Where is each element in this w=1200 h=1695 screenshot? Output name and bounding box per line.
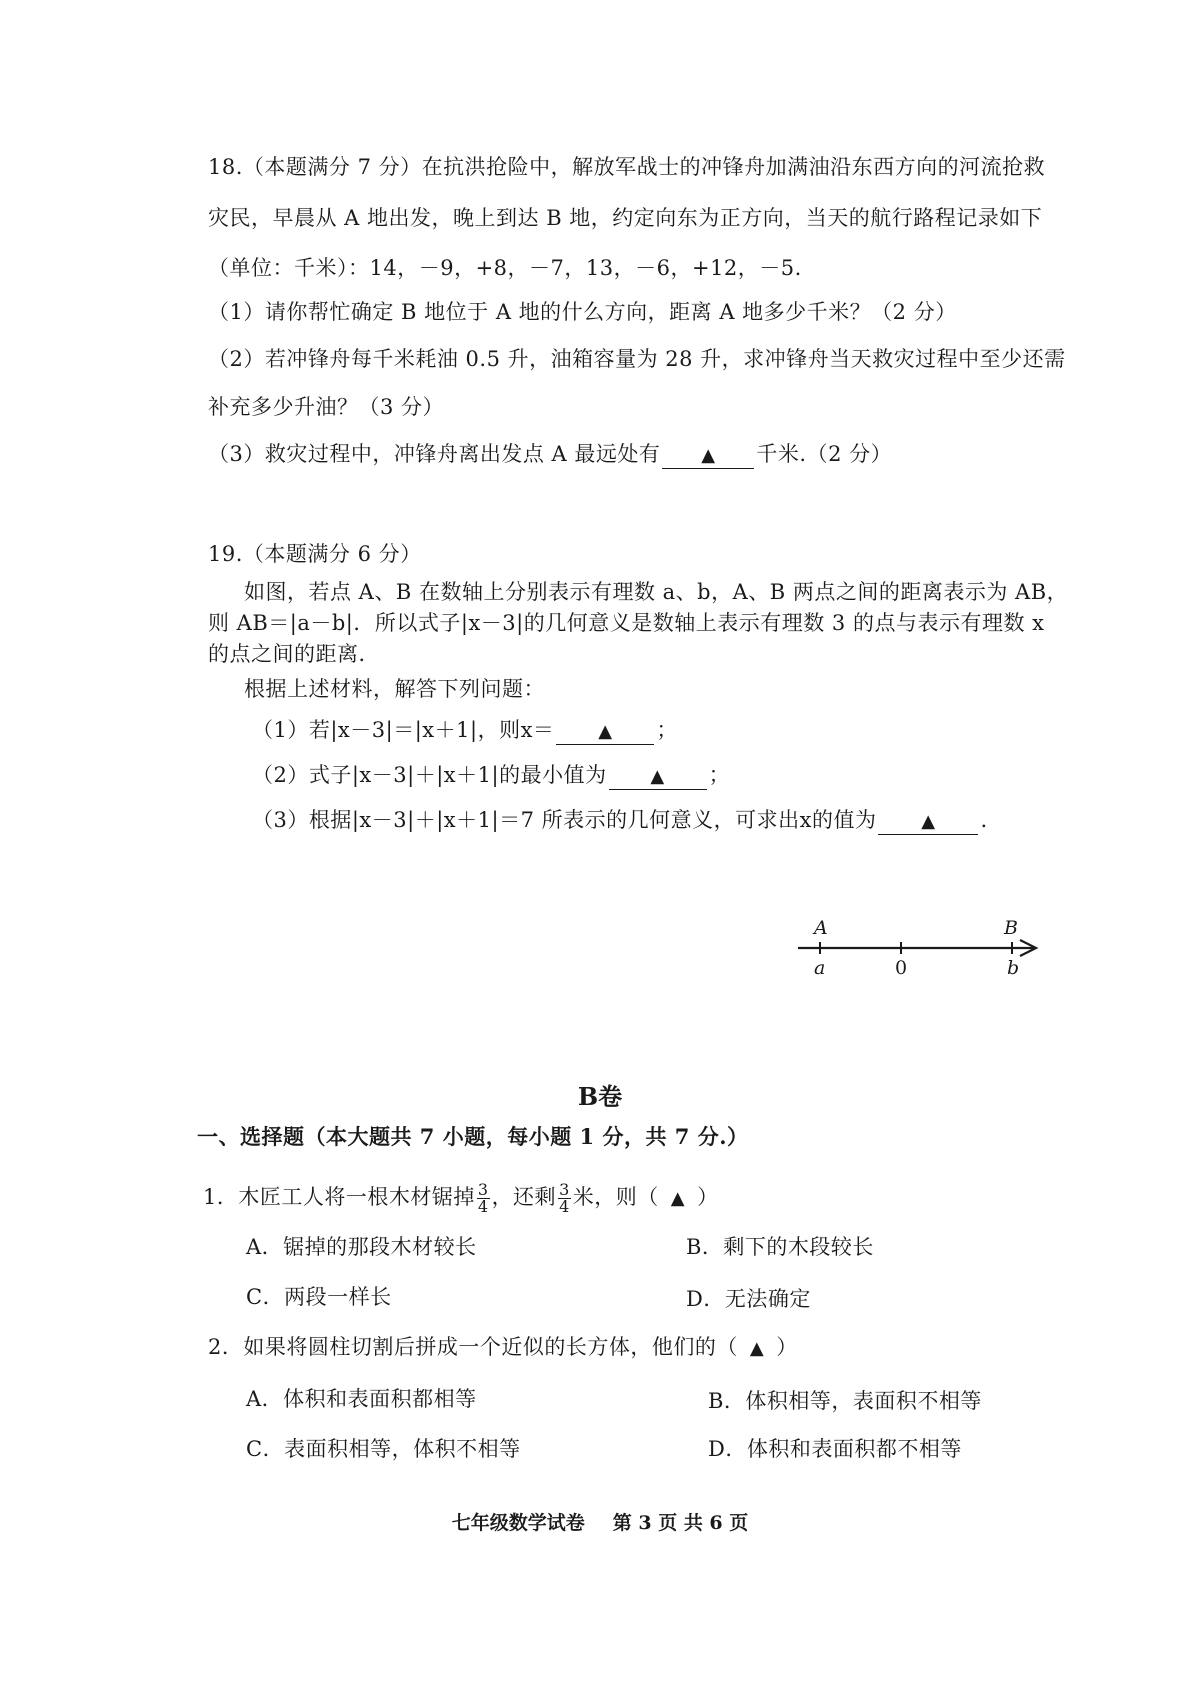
b-q1: [203, 1177, 719, 1219]
q19-sub1: [252, 716, 678, 745]
q19-sub1-text: （1）若|x－3|＝|x＋1|，则x＝: [252, 718, 555, 742]
q18-part3-unit: 千米.（2 分）: [756, 442, 893, 466]
q18-line3: （单位：千米）：14，－9，+8，－7，13，－6，+12，－5.: [208, 256, 802, 280]
point-a-label: A: [814, 917, 828, 939]
b-q2-option-b[interactable]: B．体积相等，表面积不相等: [708, 1389, 982, 1413]
q19-material-3: 的点之间的距离．: [208, 642, 380, 666]
q19-sub1-end: ；: [656, 718, 678, 742]
q19-sub2-text: （2）式子|x－3|＋|x＋1|的最小值为: [252, 763, 607, 787]
footer-subject: 七年级数学试卷: [451, 1512, 585, 1534]
b-q2: [208, 1333, 798, 1363]
answer-blank[interactable]: [662, 442, 754, 469]
b-q2-option-c[interactable]: C．表面积相等，体积不相等: [246, 1437, 521, 1461]
b-q1-text: 1．木匠工人将一根木材锯掉: [203, 1185, 475, 1209]
b-q1-end: 米，则（: [572, 1185, 659, 1209]
q19-sub3-end: .: [980, 808, 988, 832]
q18-part2b: 补充多少升油？（3 分）: [208, 395, 445, 419]
tick-label-b: b: [1007, 957, 1020, 979]
q19-sub2: [252, 761, 730, 790]
q19-sub3-text: （3）根据|x－3|＋|x＋1|＝7 所表示的几何意义，可求出x的值为: [252, 808, 877, 832]
q18-line2: 灾民，早晨从 A 地出发，晚上到达 B 地，约定向东为正方向，当天的航行路程记录如下: [208, 206, 1043, 230]
q18-part2a: （2）若冲锋舟每千米耗油 0.5 升，油箱容量为 28 升，求冲锋舟当天救灾过程中至少还需: [208, 347, 1066, 371]
q19-header: 19.（本题满分 6 分）: [208, 542, 422, 566]
b-q1-mid: ，还剩: [491, 1185, 557, 1209]
number-line-figure: [790, 908, 1050, 984]
section-b-heading: 一、选择题（本大题共 7 小题，每小题 1 分，共 7 分.）: [197, 1124, 749, 1149]
q19-sub3: [252, 806, 988, 835]
footer-page-number: 第 3 页 共 6 页: [612, 1512, 749, 1534]
section-b-title: B卷: [577, 1082, 623, 1111]
tick-label-0: 0: [895, 957, 908, 979]
answer-blank[interactable]: [609, 763, 707, 790]
q18-part3: [208, 440, 892, 469]
fraction-3-4: $\frac{3}{4}$: [477, 1180, 489, 1216]
b-q1-option-c[interactable]: C．两段一样长: [246, 1285, 392, 1309]
b-q1-option-b[interactable]: B．剩下的木段较长: [686, 1235, 874, 1259]
q18-line1: 18.（本题满分 7 分）在抗洪抢险中，解放军战士的冲锋舟加满油沿东西方向的河流抢救: [208, 155, 1046, 179]
b-q2-text: 2．如果将圆柱切割后拼成一个近似的长方体，他们的（: [208, 1335, 738, 1359]
b-q1-close: ）: [697, 1185, 719, 1209]
page-footer: [0, 1508, 1200, 1535]
answer-blank[interactable]: [556, 718, 654, 745]
point-b-label: B: [1004, 917, 1018, 939]
triangle-icon: ▲: [650, 766, 665, 787]
q18-part1: （1）请你帮忙确定 B 地位于 A 地的什么方向，距离 A 地多少千米？（2 分）: [208, 300, 957, 324]
b-q1-option-d[interactable]: D．无法确定: [686, 1287, 811, 1311]
q18-part3-text: （3）救灾过程中，冲锋舟离出发点 A 最远处有: [208, 442, 661, 466]
q19-instruction: 根据上述材料，解答下列问题：: [244, 677, 545, 701]
fraction-3-4: $\frac{3}{4}$: [559, 1180, 570, 1216]
triangle-icon: ▲: [670, 1188, 686, 1209]
b-q2-close: ）: [776, 1335, 798, 1359]
triangle-icon: ▲: [921, 811, 936, 832]
b-q2-option-a[interactable]: A．体积和表面积都相等: [246, 1387, 477, 1411]
b-q2-option-d[interactable]: D．体积和表面积都不相等: [708, 1437, 962, 1461]
b-q1-option-a[interactable]: A．锯掉的那段木材较长: [246, 1235, 477, 1259]
triangle-icon: ▲: [598, 721, 613, 742]
answer-blank[interactable]: [878, 808, 978, 835]
triangle-icon: ▲: [701, 445, 716, 466]
q19-material-2: 则 AB＝|a－b|．所以式子|x－3|的几何意义是数轴上表示有理数 3 的点与表示有理数 x: [208, 611, 1045, 635]
triangle-icon: ▲: [749, 1338, 765, 1359]
q19-material-1: 如图，若点 A、B 在数轴上分别表示有理数 a、b，A、B 两点之间的距离表示为 AB，: [244, 580, 1069, 604]
tick-label-a: a: [814, 957, 826, 979]
q19-sub2-end: ；: [708, 763, 731, 787]
